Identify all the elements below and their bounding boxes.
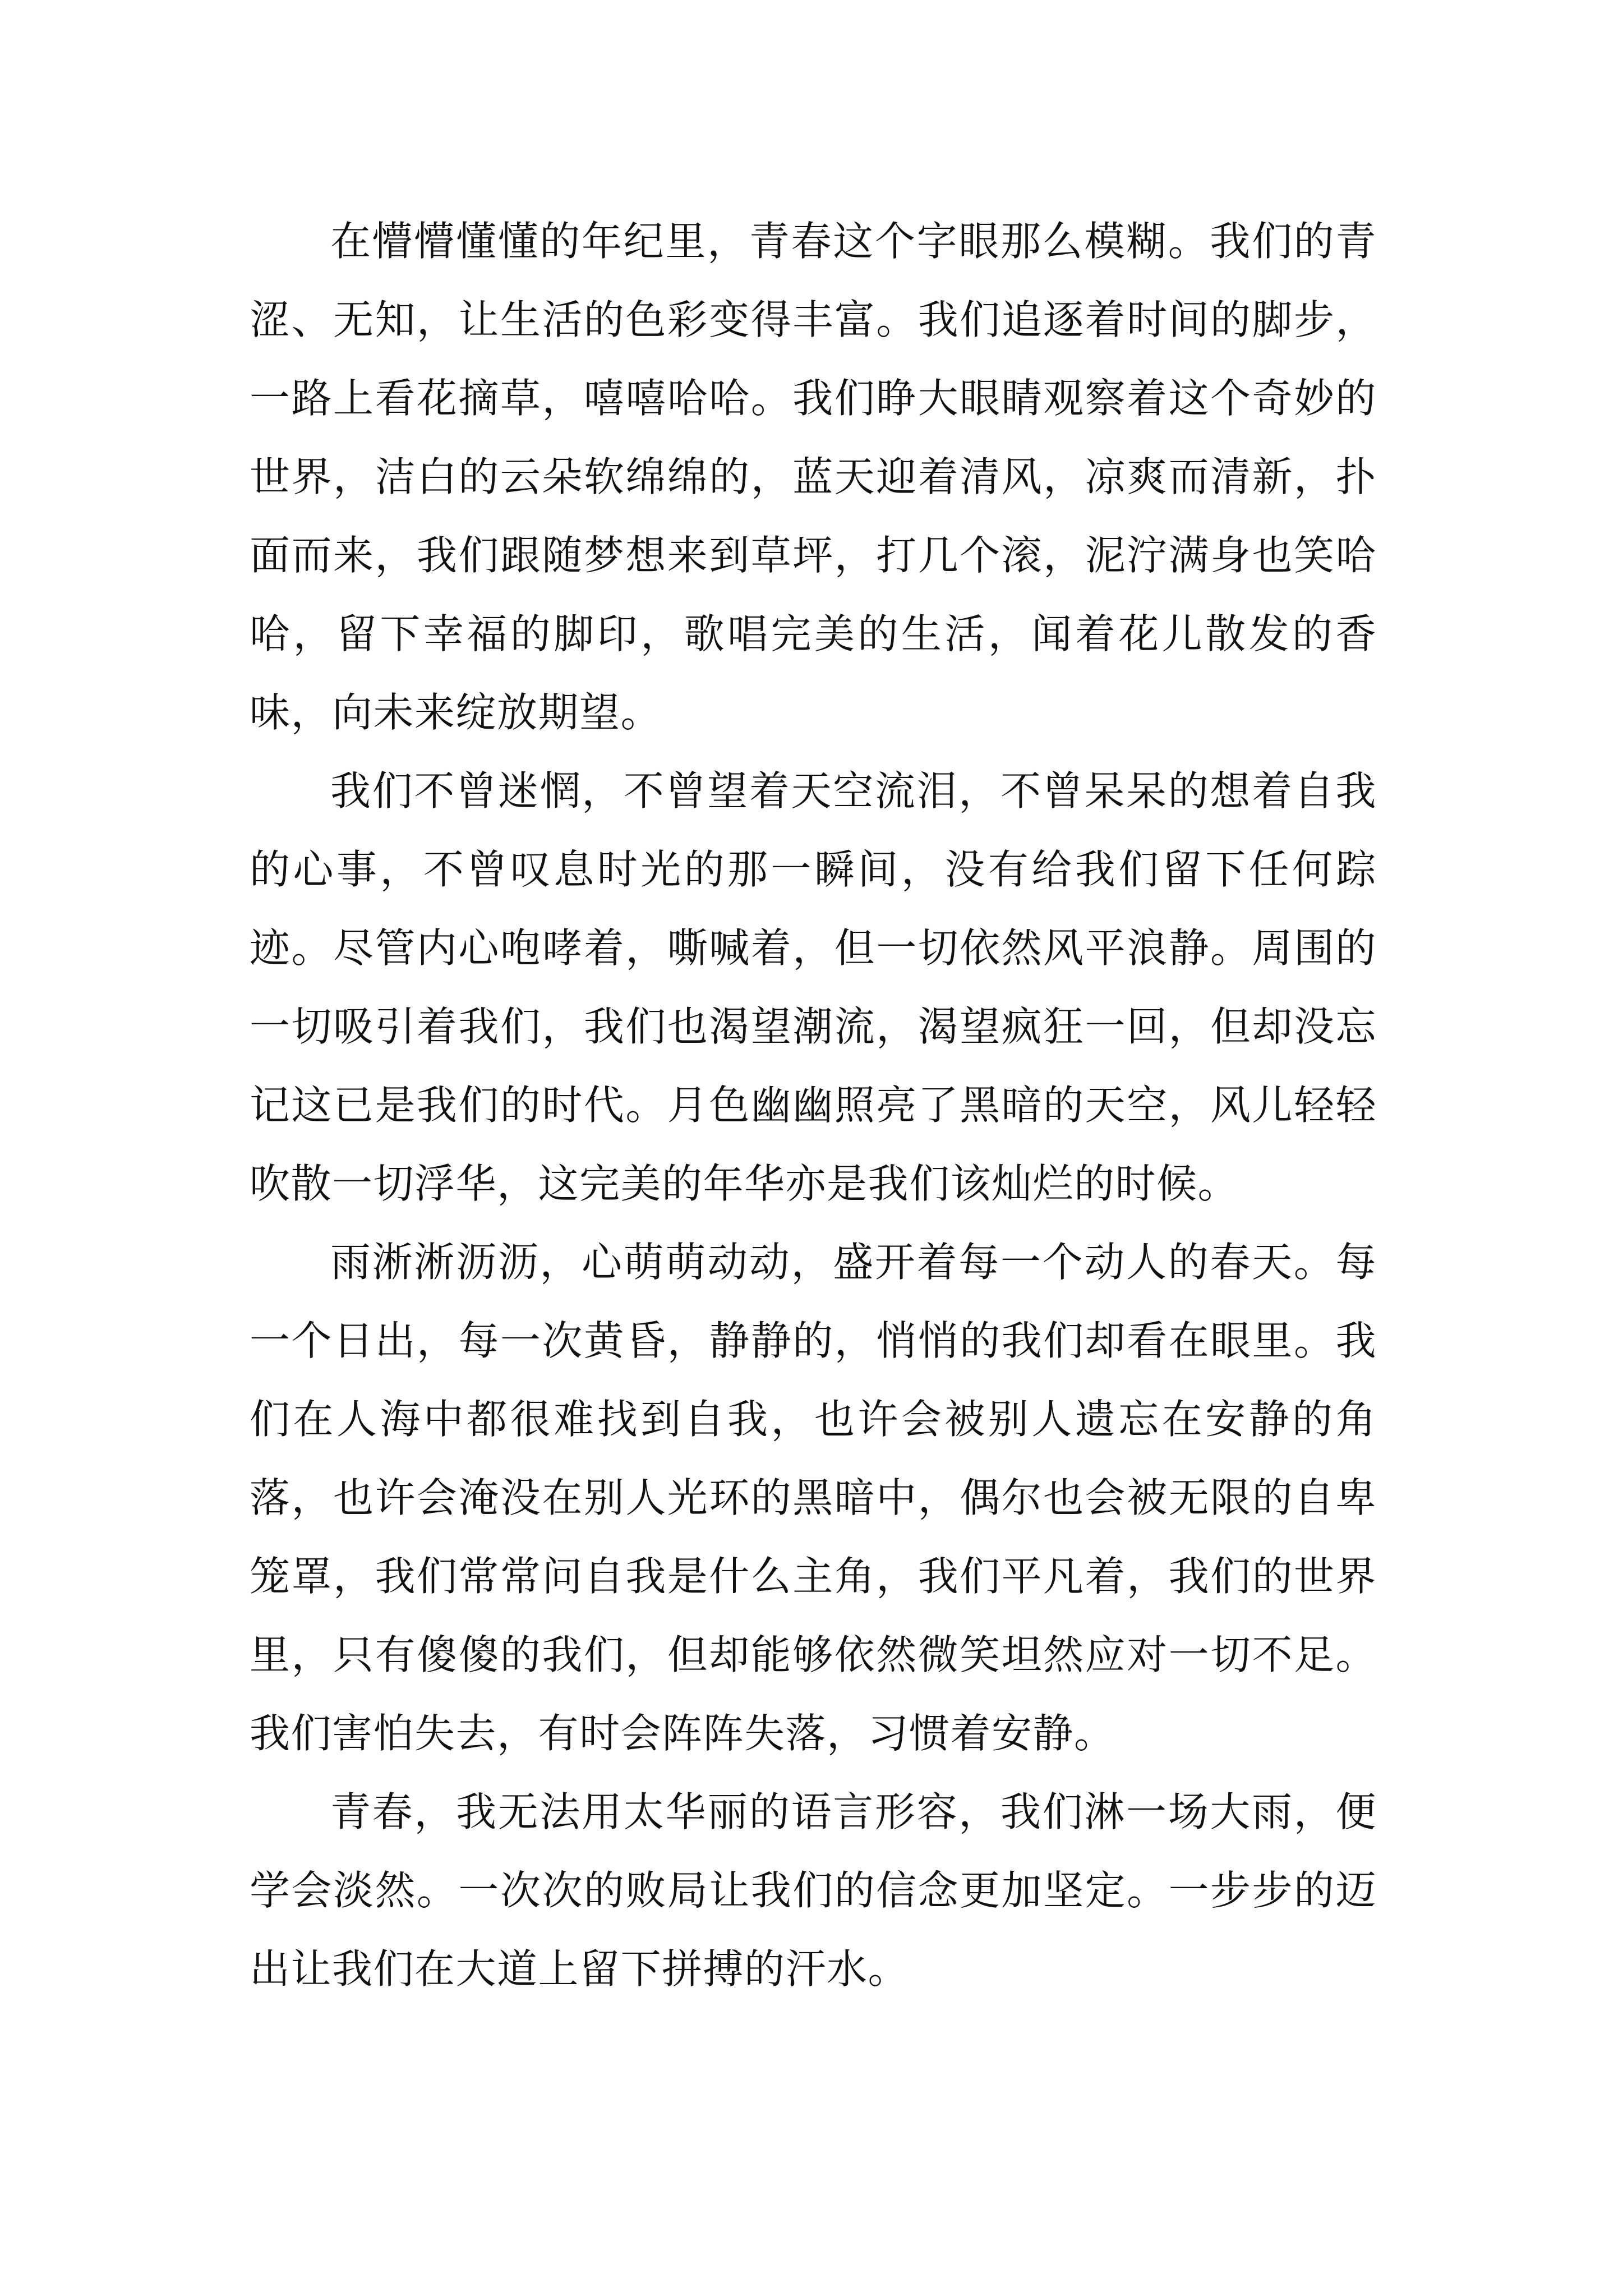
paragraph-1: 在懵懵懂懂的年纪里，青春这个字眼那么模糊。我们的青涩、无知，让生活的色彩变得丰富。我们追逐着时间的脚步，一路上看花摘草，嘻嘻哈哈。我们睁大眼睛观察着这个奇妙的世界，洁白的云朵软绵绵的，蓝天迎着清风，凉爽而清新，扑面而来，我们跟随梦想来到草坪，打几个滚，泥泞满身也笑哈哈，留下幸福的脚印，歌唱完美的生活，闻着花儿散发的香味，向未来绽放期望。 bbox=[250, 218, 1377, 736]
paragraph-2: 我们不曾迷惘，不曾望着天空流泪，不曾呆呆的想着自我的心事，不曾叹息时光的那一瞬间，没有给我们留下任何踪迹。尽管内心咆哮着，嘶喊着，但一切依然风平浪静。周围的一切吸引着我们，我们也渴望潮流，渴望疯狂一回，但却没忘记这已是我们的时代。月色幽幽照亮了黑暗的天空，风儿轻轻吹散一切浮华，这完美的年华亦是我们该灿烂的时候。 bbox=[250, 767, 1377, 1207]
document-body bbox=[250, 202, 1377, 2008]
paragraph-3: 雨淅淅沥沥，心萌萌动动，盛开着每一个动人的春天。每一个日出，每一次黄昏，静静的，悄悄的我们却看在眼里。我们在人海中都很难找到自我，也许会被别人遗忘在安静的角落，也许会淹没在别人光环的黑暗中，偶尔也会被无限的自卑笼罩，我们常常问自我是什么主角，我们平凡着，我们的世界里，只有傻傻的我们，但却能够依然微笑坦然应对一切不足。我们害怕失去，有时会阵阵失落，习惯着安静。 bbox=[250, 1239, 1377, 1757]
paragraph-4: 青春，我无法用太华丽的语言形容，我们淋一场大雨，便学会淡然。一次次的败局让我们的信念更加坚定。一步步的迈出让我们在大道上留下拼搏的汗水。 bbox=[250, 1788, 1377, 1993]
